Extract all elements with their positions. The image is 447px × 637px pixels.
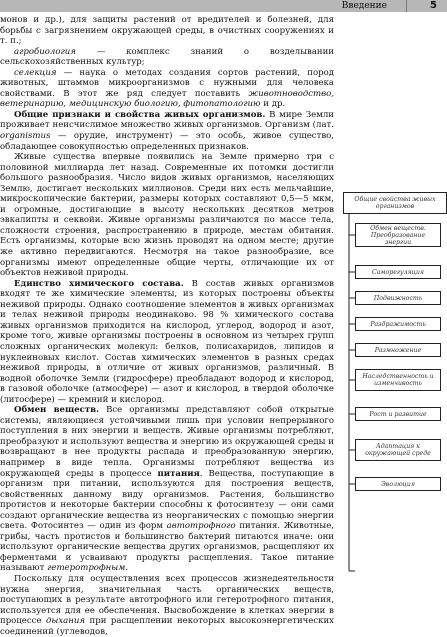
paragraph: селекция — наука о методах создания сортов растений, пород животных, штаммов микроорганизмов с нужными для человека свойствами. В этот же ряд следует поставить животноводство, ветеринарию, медицинскую биологию, фитопатологию и др. xyxy=(0,67,334,110)
diagram-title-box: Общие свойства живых организмов xyxy=(343,192,447,214)
term: животноводство, ветеринарию, медицинскую биологию, фитопатологию xyxy=(0,88,334,110)
term: гетеротрофным xyxy=(47,563,126,574)
diagram-item-mobility: Подвижность xyxy=(355,291,441,305)
paragraph: Живые существа впервые появились на Земле примерно три с половиной миллиарда лет назад. Современные их потомки достигли большого разнообразия. Число видов живых организмов, населяющих Землю, достигает нескольких миллионов. Среди них есть мельчайшие, микроскопические бактерии, размеры которых составляют 0,5—5 мкм, и огромные, достигающие в высоту нескольких десятков метров эвкалипты и секвойи. Живые организмы различаются по массе тела, сложности строения, распространению в природе, местам обитания. Есть организмы, которые всю жизнь проводят на одном месте; другие же активно передвигаются. Несмотря на такое разнообразие, все организмы имеют определенные общие черты, отличающие их от объектов неживой природы. xyxy=(0,152,334,279)
section-heading: Обмен веществ. xyxy=(14,405,100,416)
paragraph: Единство химического состава. В состав живых организмов входят те же химические элементы, из которых построены объекты неживой природы. Однако соотношение элементов в живых организмах и телах неживой природы неодинаково. 98 % химического состава живых организмов приходится на кислород, углерод, водород и азот, кроме того, живые организмы построены в основном из четырех групп сложных органических молекул: белков, полисахаридов, липидов и нуклеиновых кислот. Состав химических элементов в разных средах неживой природы, в отличие от живых организмов, различный. В водной оболочке Земли (гидросфере) преобладают водород и кислород, в газовой оболочке (атмосфере) — азот и кислород, в твердой оболочке (литосфере) — кремний и кислород. xyxy=(0,278,334,405)
chapter-title: Введение xyxy=(341,1,387,11)
paragraph: Общие признаки и свойства живых организмов. В мире Земли проживает неисчислимое множество живых организмов. Организм (лат. organismus — орудие, инструмент) — это особь, живое существо, обладающее совокупностью определенных признаков. xyxy=(0,109,334,152)
paragraph: агробиология — комплекс знаний о возделывании сельскохозяйственных культур; xyxy=(0,46,334,68)
term: автотрофного xyxy=(166,521,236,532)
page-number: 5 xyxy=(430,0,437,11)
term: агробиология xyxy=(14,46,76,57)
term: питания xyxy=(157,468,200,479)
paragraph: Поскольку для осуществления всех процессов жизнедеятельности нужна энергия, значительная часть органических веществ, поступающих в результате автотрофного или гетеротрофного питания, используется для ее обеспечения. Высвобождение в клетках энергии в процессе дыхания при расщеплении некоторых высокоэнергетических соединений (углеводов, xyxy=(0,573,334,637)
term: селекция xyxy=(14,67,57,78)
diagram-item-adaptation: Адаптация к окружающей среде xyxy=(355,439,441,461)
term: дыхания xyxy=(45,616,86,627)
header-divider xyxy=(406,0,407,12)
properties-diagram xyxy=(343,188,447,592)
section-heading: Единство химического состава. xyxy=(14,278,184,289)
diagram-item-irritability: Раздражимость xyxy=(355,317,441,331)
diagram-item-self-regulation: Саморегуляция xyxy=(355,265,441,279)
diagram-item-metabolism: Обмен веществ. Преобразование энергии xyxy=(355,223,441,247)
diagram-item-growth: Рост и развитие xyxy=(355,407,441,421)
body-text-column xyxy=(0,15,334,637)
diagram-item-reproduction: Размножение xyxy=(355,343,441,357)
paragraph: Обмен веществ. Все организмы представляют собой открытые системы, являющиеся устойчивыми лишь при условии непрерывного поступления в них энергии и веществ. Живые организмы потребляют, преобразуют и используют вещества и энергию из окружающей среды и возвращают в нее продукты распада и преобразованную энергию, например в виде тепла. Организмы потребляют вещества из окружающей среды в процессе питания. Вещества, поступающие в организм при питании, используются для построения веществ, свойственных данному виду организмов. Растения, большинство протистов и некоторые бактерии способны к фотосинтезу — они сами создают органические вещества из неорганических с помощью энергии света. Фотосинтез — один из форм автотрофного питания. Животные, грибы, часть протистов и большинство бактерий питаются иначе: они используют органические вещества других организмов, расщепляют их ферментами и усваивают продукты расщепления. Такое питание называют гетеротрофным. xyxy=(0,405,334,574)
diagram-item-heredity: Наследственность и изменчивость xyxy=(355,369,441,391)
diagram-item-evolution: Эволюция xyxy=(355,477,441,491)
section-heading: Общие признаки и свойства живых организмов. xyxy=(14,109,266,120)
paragraph: монов и др.), для защиты растений от вредителей и болезней, для борьбы с загрязнением окружающей среды, в очистных сооружениях и т. п.; xyxy=(0,15,334,47)
